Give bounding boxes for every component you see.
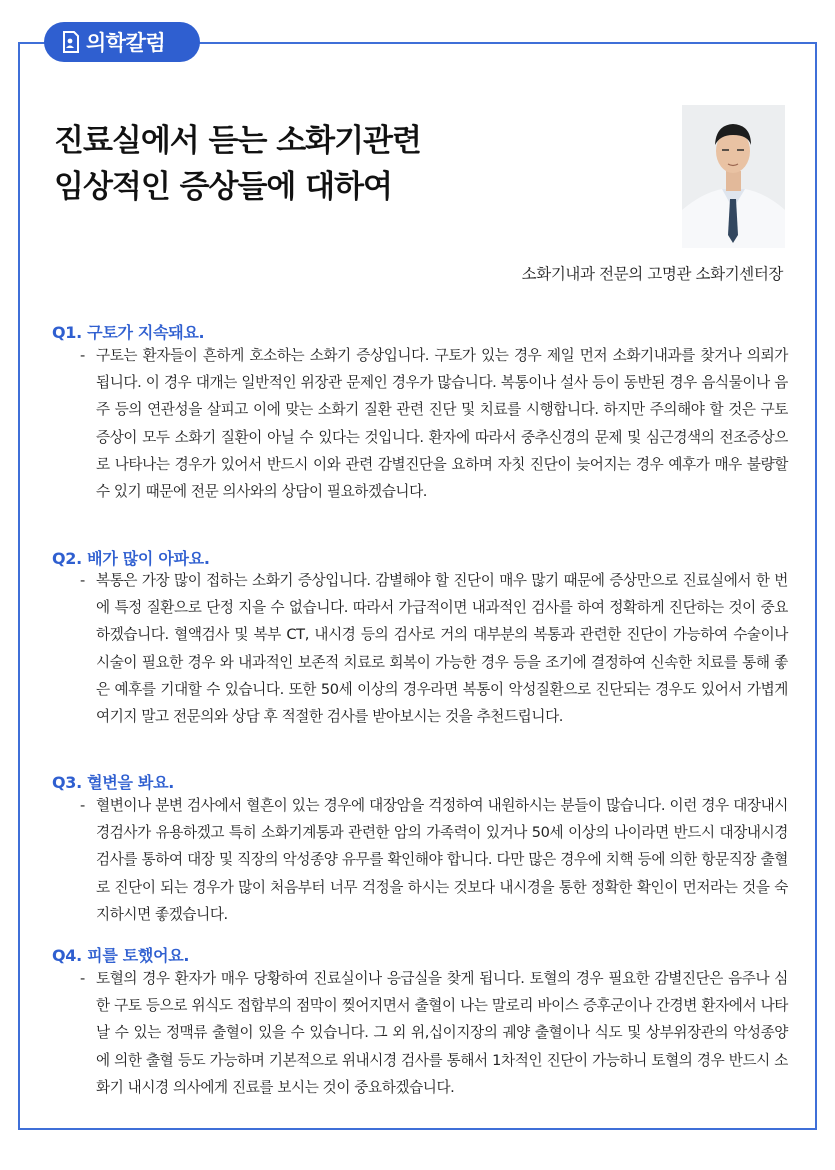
document-person-icon [62,31,80,53]
tag-label: 의학칼럼 [86,31,166,55]
bullet-dash: - [80,572,85,589]
bullet-dash: - [80,970,85,987]
author-photo [682,105,785,248]
answer-2-text: 복통은 가장 많이 접하는 소화기 증상입니다. 감별해야 할 진단이 매우 많기 때문에 증상만으로 진료실에서 한 번에 특정 질환으로 단정 지을 수 없습니다. 따라서 가급적이면 내과적인 검사를 하여 정확하게 진단하는 것이 중요하겠습니다. 혈액검사 및 복부 CT, 내시경 등의 검사로 거의 대부분의 복통과 관련한 진단이 가능하여 수술이나 시술이 필요한 경우 와 내과적인 보존적 치료로 회복이 가능한 경우 등을 조기에 결정하여 신속한 치료를 통해 좋은 예후를 기대할 수 있습니다. 또한 50세 이상의 경우라면 복통이 악성질환으로 진단되는 경우도 있어서 가볍게 여기지 말고 전문의와 상담 후 적절한 검사를 받아보시는 것을 추천드립니다. [96,572,788,726]
question-2: Q2. 배가 많이 아파요. [52,549,210,568]
title-line-2: 임상적인 증상들에 대하여 [54,169,392,205]
question-4: Q4. 피를 토했어요. [52,946,190,965]
answer-4 [80,965,788,1101]
question-1: Q1. 구토가 지속돼요. [52,323,205,342]
answer-1-text: 구토는 환자들이 흔하게 호소하는 소화기 증상입니다. 구토가 있는 경우 제일 먼저 소화기내과를 찾거나 의뢰가 됩니다. 이 경우 대개는 일반적인 위장관 문제인 경우가 많습니다. 복통이나 설사 등이 동반된 경우 음식물이나 음주 등의 연관성을 살피고 이에 맞는 소화기 질환 관련 진단 및 치료를 시행합니다. 하지만 주의해야 할 것은 구토 증상이 모두 소화기 질환이 아닐 수 있다는 것입니다. 환자에 따라서 중추신경의 문제 및 심근경색의 전조증상으로 나타나는 경우가 있어서 반드시 이와 관련 감별진단을 요하며 자칫 진단이 늦어지는 경우 예후가 매우 불량할 수 있기 때문에 전문 의사와의 상담이 필요하겠습니다. [96,347,788,501]
page-title [54,118,614,210]
bullet-dash: - [80,797,85,814]
column-tag [44,22,200,62]
answer-3 [80,792,788,928]
answer-4-text: 토혈의 경우 환자가 매우 당황하여 진료실이나 응급실을 찾게 됩니다. 토혈의 경우 필요한 감별진단은 음주나 심한 구토 등으로 위식도 접합부의 점막이 찢어지면서 출혈이 나는 말로리 바이스 증후군이나 간경변 환자에서 나타날 수 있는 정맥류 출혈이 있을 수 있습니다. 그 외 위,십이지장의 궤양 출혈이나 식도 및 상부위장관의 악성종양에 의한 출혈 등도 가능하며 기본적으로 위내시경 검사를 통해서 1차적인 진단이 가능하니 토혈의 경우 반드시 소화기 내시경 의사에게 진료를 보시는 것이 중요하겠습니다. [96,970,788,1096]
title-line-1: 진료실에서 듣는 소화기관련 [54,123,421,159]
answer-3-text: 혈변이나 분변 검사에서 혈흔이 있는 경우에 대장암을 걱정하여 내원하시는 분들이 많습니다. 이런 경우 대장내시경검사가 유용하겠고 특히 소화기계통과 관련한 암의 가족력이 있거나 50세 이상의 나이라면 반드시 대장내시경검사를 통하여 대장 및 직장의 악성종양 유무를 확인해야 합니다. 다만 많은 경우에 치핵 등에 의한 항문직장 출혈로 진단이 되는 경우가 많이 처음부터 너무 걱정을 하시는 것보다 내시경을 통한 정확한 확인이 먼저라는 것을 숙지하시면 좋겠습니다. [96,797,788,923]
bullet-dash: - [80,347,85,364]
question-3: Q3. 혈변을 봐요. [52,773,175,792]
answer-1 [80,342,788,505]
author-byline: 소화기내과 전문의 고명관 소화기센터장 [521,265,783,283]
answer-2 [80,567,788,730]
